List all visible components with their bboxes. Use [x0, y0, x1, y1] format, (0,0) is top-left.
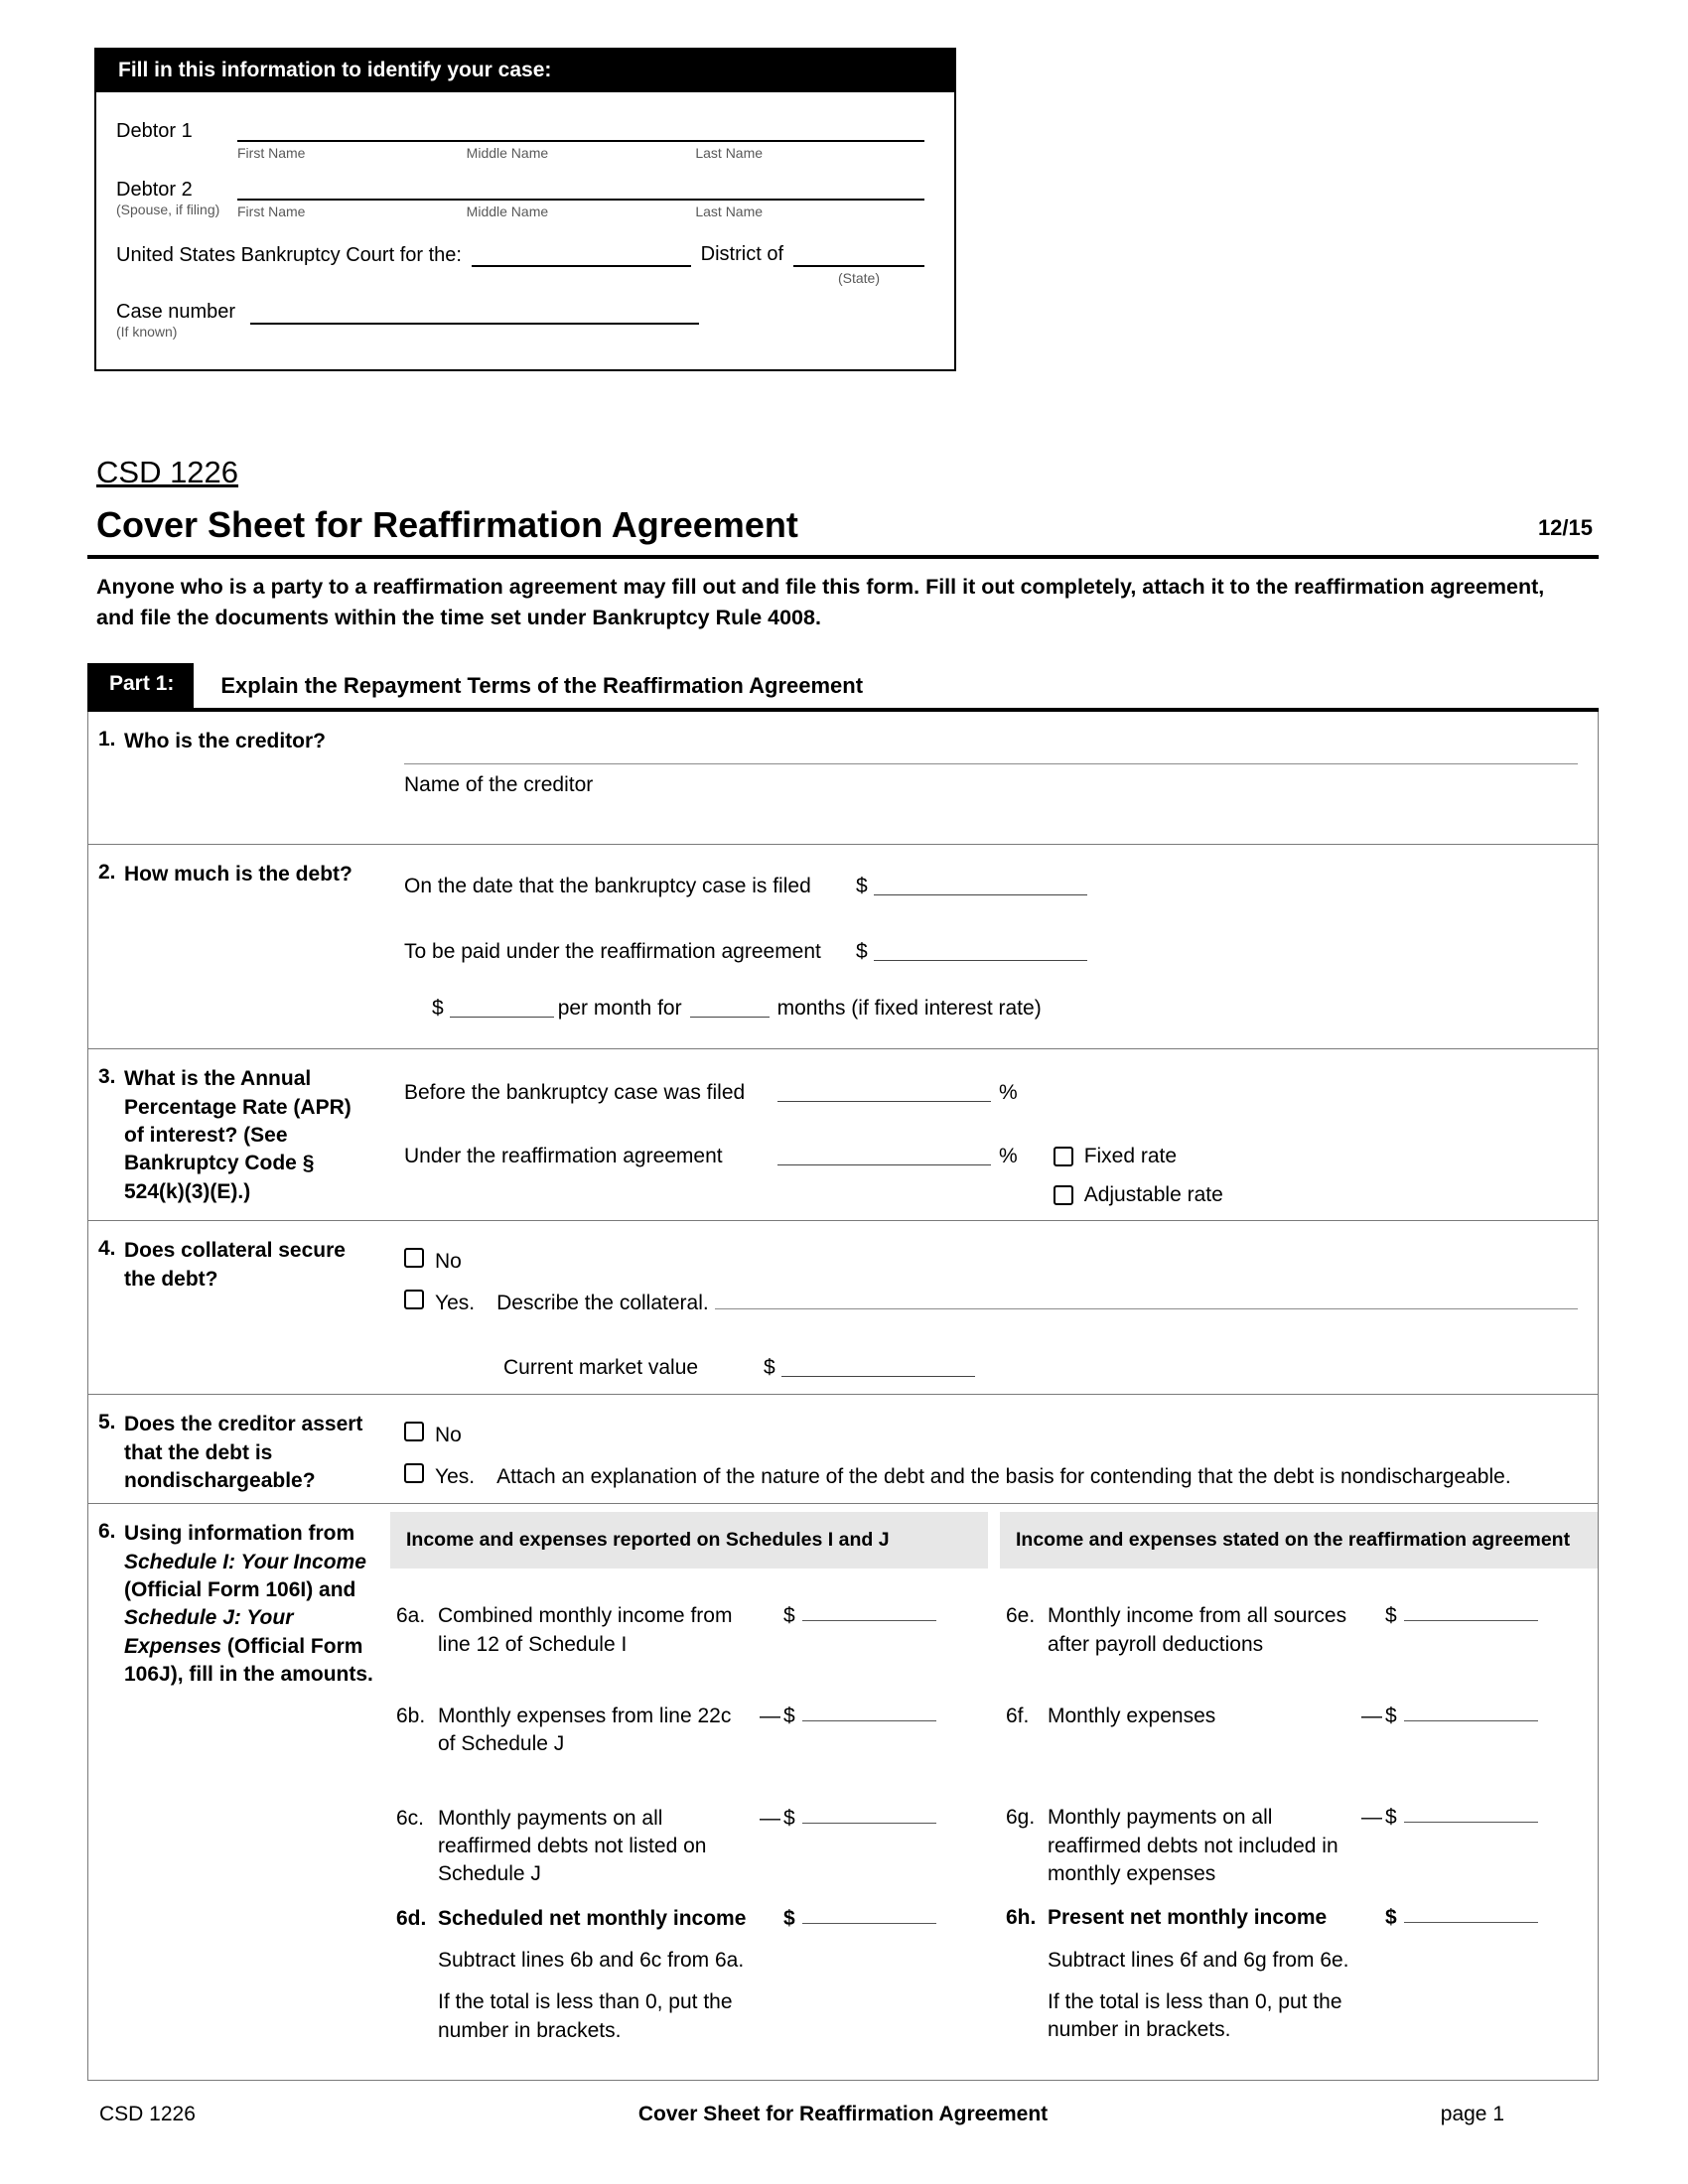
minus-sign: —: [760, 1806, 780, 1830]
question-1-row: [88, 712, 1598, 845]
line-6a-text: Combined monthly income from line 12 of Schedule I: [438, 1604, 733, 1656]
line-6h-text: Present net monthly income: [1048, 1906, 1328, 1930]
line-6d-text: Scheduled net monthly income: [438, 1906, 747, 1930]
footer-form-number: CSD 1226: [99, 2103, 196, 2125]
apr-before-filing-input[interactable]: [777, 1083, 991, 1102]
creditor-name-input[interactable]: [404, 763, 1578, 764]
q6-number: 6.: [98, 1520, 116, 1544]
state-caption: (State): [837, 270, 880, 286]
line-6b-amount-input[interactable]: [802, 1703, 936, 1721]
dollar-sign: $: [764, 1355, 775, 1379]
q3-line1-label: Before the bankruptcy case was filed: [404, 1081, 746, 1105]
line-6e: [1000, 1602, 1598, 1659]
q2-months-label: months (if fixed interest rate): [776, 996, 1042, 1020]
title-row: [87, 504, 1599, 559]
q6-question-part2: (Official Form 106I) and: [124, 1578, 356, 1602]
q4-no-label: No: [435, 1250, 462, 1274]
main-content: [87, 455, 1599, 2081]
q6-schedules-column-header: Income and expenses reported on Schedules I and J: [390, 1512, 988, 1569]
dollar-sign: $: [1385, 1604, 1397, 1628]
q3-number: 3.: [98, 1065, 116, 1089]
case-number-sublabel: (If known): [116, 324, 178, 340]
question-5-row: [88, 1395, 1598, 1504]
minus-sign: —: [1361, 1806, 1382, 1830]
debtor2-label: Debtor 2: [116, 179, 193, 201]
q6-agreement-column-header: Income and expenses stated on the reaffirmation agreement: [1000, 1512, 1598, 1569]
line-6b-text: Monthly expenses from line 22c of Schedule J: [438, 1705, 732, 1756]
line-6f-text: Monthly expenses: [1048, 1705, 1216, 1728]
q5-yes-label: Yes.: [435, 1464, 476, 1488]
debtor1-label: Debtor 1: [116, 120, 193, 142]
court-name-input[interactable]: [472, 245, 691, 267]
revision-date: 12/15: [1537, 515, 1593, 540]
question-table: [87, 712, 1599, 2081]
q5-yes-checkbox[interactable]: [404, 1463, 424, 1483]
line-6f-label: 6f.: [1006, 1705, 1030, 1728]
id-box-body: [96, 92, 954, 369]
debtor2-sublabel: (Spouse, if filing): [116, 202, 220, 217]
q3-line2-label: Under the reaffirmation agreement: [404, 1144, 723, 1167]
q3-question: What is the Annual Percentage Rate (APR) of interest? (See Bankruptcy Code § 524(k)(3)(E).): [124, 1067, 352, 1203]
debtor2-row: [116, 177, 924, 219]
page-footer: [87, 2103, 1599, 2126]
q6-agreement-column: [1000, 1512, 1598, 2080]
court-row: [116, 243, 924, 286]
dollar-sign: $: [1385, 1906, 1397, 1930]
q6-schedule-i-name: Schedule I: Your Income: [124, 1550, 366, 1573]
case-number-label: Case number: [116, 301, 236, 323]
fixed-rate-label: Fixed rate: [1083, 1144, 1178, 1167]
line-6d-note2: If the total is less than 0, put the number in brackets.: [438, 1990, 733, 2042]
debt-under-agreement-amount-input[interactable]: [874, 942, 1087, 961]
line-6h: [1000, 1904, 1598, 1932]
line-6b: [390, 1703, 988, 1759]
question-3-row: [88, 1049, 1598, 1221]
debtor2-name-sublabels: [237, 204, 924, 219]
part1-badge: Part 1:: [87, 663, 194, 708]
case-number-row: [116, 301, 924, 340]
q4-question: Does collateral secure the debt?: [124, 1239, 346, 1291]
debtor2-last-name-label: Last Name: [695, 204, 764, 219]
line-6a-amount-input[interactable]: [802, 1602, 936, 1621]
footer-form-title: Cover Sheet for Reaffirmation Agreement: [637, 2103, 1049, 2125]
market-value-label: Current market value: [503, 1355, 699, 1379]
debtor1-first-name-label: First Name: [237, 145, 306, 161]
form-number: [87, 455, 1599, 490]
dollar-sign: $: [783, 1604, 795, 1628]
q1-question: Who is the creditor?: [124, 730, 327, 753]
adjustable-rate-option: [1054, 1181, 1223, 1208]
line-6g-amount-input[interactable]: [1404, 1804, 1538, 1823]
debtor1-row: [116, 118, 924, 161]
line-6f: [1000, 1703, 1598, 1730]
line-6h-label: 6h.: [1006, 1906, 1037, 1930]
district-label: District of: [700, 243, 783, 265]
rate-type-options: [1054, 1143, 1223, 1209]
line-6g-text: Monthly payments on all reaffirmed debts not included in monthly expenses: [1048, 1806, 1338, 1886]
q2-line1-label: On the date that the bankruptcy case is filed: [404, 875, 811, 898]
line-6d-note1: Subtract lines 6b and 6c from 6a.: [438, 1949, 745, 1973]
q4-yes-checkbox[interactable]: [404, 1290, 424, 1309]
apr-under-agreement-input[interactable]: [777, 1147, 991, 1165]
line-6c-label: 6c.: [396, 1806, 425, 1830]
line-6a-label: 6a.: [396, 1604, 426, 1628]
form-number-text: CSD 1226: [96, 455, 239, 489]
debtor1-name-sublabels: [237, 145, 924, 161]
debtor1-name-input[interactable]: [237, 118, 924, 142]
dollar-sign: $: [783, 1705, 795, 1728]
percent-sign: %: [999, 1081, 1018, 1105]
district-state-input[interactable]: [793, 245, 924, 267]
fixed-rate-checkbox[interactable]: [1054, 1147, 1073, 1166]
adjustable-rate-checkbox[interactable]: [1054, 1185, 1073, 1205]
q5-attach-label: Attach an explanation of the nature of the debt and the basis for contending that the debt is nondischargeable.: [496, 1464, 1511, 1488]
debtor1-middle-name-label: Middle Name: [466, 145, 549, 161]
dollar-sign: $: [783, 1906, 795, 1930]
page-title: Cover Sheet for Reaffirmation Agreement: [96, 504, 798, 545]
question-4-row: [88, 1221, 1598, 1395]
debtor1-last-name-label: Last Name: [695, 145, 764, 161]
case-identification-box: [94, 48, 956, 371]
line-6f-amount-input[interactable]: [1404, 1703, 1538, 1721]
q5-no-checkbox[interactable]: [404, 1422, 424, 1441]
question-2-row: [88, 845, 1598, 1049]
dollar-sign: $: [1385, 1806, 1397, 1830]
q5-no-label: No: [435, 1424, 462, 1447]
q2-question: How much is the debt?: [124, 863, 352, 887]
debtor2-name-input[interactable]: [237, 177, 924, 201]
q2-per-month-label: per month for: [557, 996, 682, 1020]
question-6-row: [88, 1504, 1598, 2080]
q6-question-part3: (Official Form 106J), fill in the amounts.: [124, 1634, 373, 1687]
dollar-sign: $: [783, 1806, 795, 1830]
dollar-sign: $: [432, 996, 444, 1020]
percent-sign: %: [999, 1144, 1018, 1167]
number-of-months-input[interactable]: [690, 999, 770, 1018]
line-6e-text: Monthly income from all sources after payroll deductions: [1048, 1604, 1347, 1656]
monthly-payment-amount-input[interactable]: [450, 999, 554, 1018]
minus-sign: —: [1361, 1705, 1382, 1728]
debt-at-filing-amount-input[interactable]: [874, 877, 1087, 895]
q4-no-checkbox[interactable]: [404, 1248, 424, 1268]
line-6h-amount-input[interactable]: [1404, 1904, 1538, 1923]
q2-number: 2.: [98, 861, 116, 885]
q6-question: [124, 1504, 390, 2080]
q1-number: 1.: [98, 728, 116, 751]
minus-sign: —: [760, 1705, 780, 1728]
q2-line2-label: To be paid under the reaffirmation agreement: [404, 939, 821, 963]
line-6d: [390, 1905, 988, 1933]
line-6e-amount-input[interactable]: [1404, 1602, 1538, 1621]
debtor2-middle-name-label: Middle Name: [466, 204, 549, 219]
collateral-description-input[interactable]: [715, 1290, 1578, 1309]
district-field: [793, 245, 924, 286]
line-6d-amount-input[interactable]: [802, 1905, 936, 1924]
dollar-sign: $: [1385, 1705, 1397, 1728]
id-box-header: Fill in this information to identify your case:: [96, 50, 954, 92]
dollar-sign: $: [856, 939, 868, 963]
line-6h-note2: If the total is less than 0, put the number in brackets.: [1048, 1990, 1342, 2042]
market-value-input[interactable]: [781, 1358, 975, 1377]
line-6a: [390, 1602, 988, 1659]
adjustable-rate-label: Adjustable rate: [1083, 1182, 1223, 1206]
dollar-sign: $: [856, 875, 868, 898]
line-6b-label: 6b.: [396, 1705, 426, 1728]
court-label: United States Bankruptcy Court for the:: [116, 244, 462, 266]
line-6g: [1000, 1804, 1598, 1888]
form-instructions: Anyone who is a party to a reaffirmation agreement may fill out and file this form. Fill it out completely, attach it to the reaffirmation agreement, and file the documents within the time set under Bankruptcy Rule 4008.: [96, 575, 1545, 630]
q5-number: 5.: [98, 1411, 116, 1434]
line-6c: [390, 1805, 988, 1889]
case-number-input[interactable]: [250, 301, 699, 325]
q4-number: 4.: [98, 1237, 116, 1261]
footer-page-number: page 1: [1440, 2103, 1504, 2125]
line-6h-note1: Subtract lines 6f and 6g from 6e.: [1048, 1948, 1349, 1972]
q4-yes-label: Yes.: [435, 1291, 476, 1314]
q6-question-part1: Using information from: [124, 1522, 355, 1546]
q6-columns: [390, 1504, 1598, 2080]
q4-describe-label: Describe the collateral.: [496, 1291, 709, 1314]
line-6c-text: Monthly payments on all reaffirmed debts not listed on Schedule J: [438, 1806, 707, 1886]
line-6d-label: 6d.: [396, 1906, 427, 1930]
q6-schedules-column: [390, 1512, 988, 2080]
creditor-name-caption: Name of the creditor: [404, 773, 594, 797]
part1-header: [87, 663, 1599, 712]
part1-heading: Explain the Repayment Terms of the Reaffirmation Agreement: [220, 673, 864, 699]
line-6e-label: 6e.: [1006, 1604, 1036, 1628]
line-6g-label: 6g.: [1006, 1806, 1036, 1830]
debtor2-first-name-label: First Name: [237, 204, 306, 219]
q5-question: Does the creditor assert that the debt is nondischargeable?: [124, 1413, 363, 1493]
line-6c-amount-input[interactable]: [802, 1805, 936, 1824]
fixed-rate-option: [1054, 1143, 1223, 1169]
q6-schedule-j-name: Schedule J: Your Expenses: [124, 1606, 294, 1658]
